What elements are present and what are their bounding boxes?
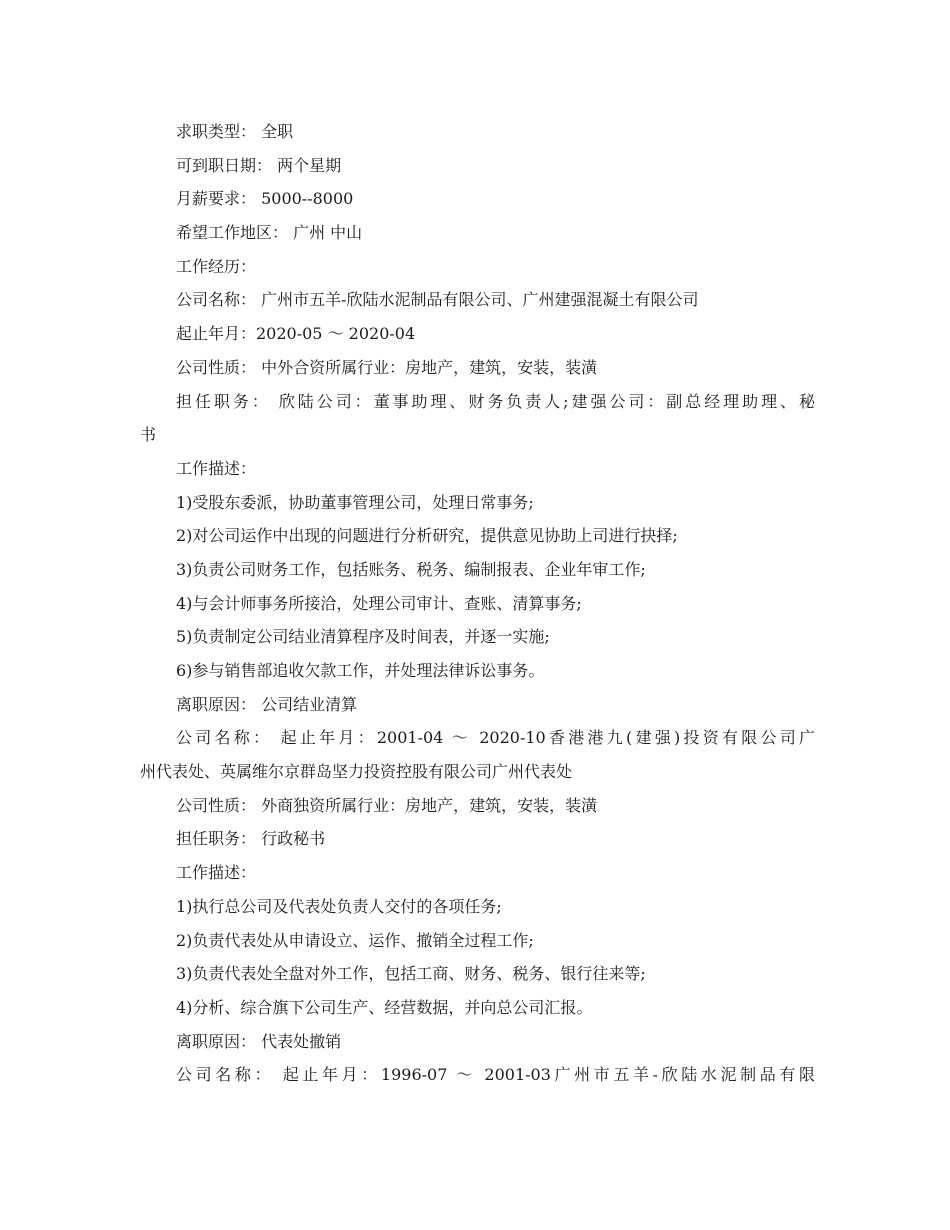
description-item: 5)负责制定公司结业清算程序及时间表，并逐一实施;	[176, 627, 550, 647]
company-name-line: 公司名称： 起止年月：1996-07 ～ 2001-03广州市五羊-欣陆水泥制品有限	[176, 1065, 815, 1085]
description-item: 3)负责代表处全盘对外工作，包括工商、财务、税务、银行往来等;	[176, 964, 646, 984]
leave-reason-line: 离职原因： 公司结业清算	[176, 694, 358, 714]
job-type-line: 求职类型： 全职	[176, 122, 294, 141]
available-date-line: 可到职日期： 两个星期	[176, 155, 342, 175]
description-item: 1)受股东委派，协助董事管理公司，处理日常事务;	[176, 492, 534, 512]
description-item: 4)分析、综合旗下公司生产、经营数据，并向总公司汇报。	[176, 997, 593, 1017]
salary-line: 月薪要求： 5000--8000	[176, 189, 354, 209]
job-description-heading: 工作描述：	[176, 863, 257, 883]
period-line: 起止年月：2020-05 ～ 2020-04	[176, 324, 416, 344]
position-line: 担任职务： 行政秘书	[176, 829, 326, 849]
position-line-continued: 书	[140, 425, 157, 445]
leave-reason-line: 离职原因： 代表处撤销	[176, 1031, 342, 1051]
company-name-line: 公司名称： 广州市五羊-欣陆水泥制品有限公司、广州建强混凝土有限公司	[176, 290, 699, 310]
description-item: 4)与会计师事务所接洽，处理公司审计、查账、清算事务;	[176, 593, 582, 613]
description-item: 6)参与销售部追收欠款工作，并处理法律诉讼事务。	[176, 661, 545, 680]
work-history-heading: 工作经历：	[176, 256, 257, 276]
position-line: 担任职务： 欣陆公司：董事助理、财务负责人;建强公司：副总经理助理、秘	[176, 391, 815, 411]
description-item: 2)负责代表处从申请设立、运作、撤销全过程工作;	[176, 930, 534, 950]
company-nature-line: 公司性质： 中外合资所属行业：房地产，建筑，安装，装潢	[176, 357, 598, 377]
company-nature-line: 公司性质： 外商独资所属行业：房地产，建筑，安装，装潢	[176, 795, 598, 815]
description-item: 1)执行总公司及代表处负责人交付的各项任务;	[176, 896, 502, 916]
company-name-line-continued: 州代表处、英属维尔京群岛坚力投资控股有限公司广州代表处	[140, 762, 573, 782]
work-location-line: 希望工作地区： 广州 中山	[176, 223, 363, 243]
description-item: 2)对公司运作中出现的问题进行分析研究，提供意见协助上司进行抉择;	[176, 526, 678, 546]
job-description-heading: 工作描述：	[176, 458, 257, 478]
company-name-line: 公司名称： 起止年月：2001-04 ～ 2020-10香港港九(建强)投资有限公司广	[176, 728, 815, 748]
description-item: 3)负责公司财务工作，包括账务、税务、编制报表、企业年审工作;	[176, 559, 646, 579]
resume-content	[140, 115, 815, 1092]
